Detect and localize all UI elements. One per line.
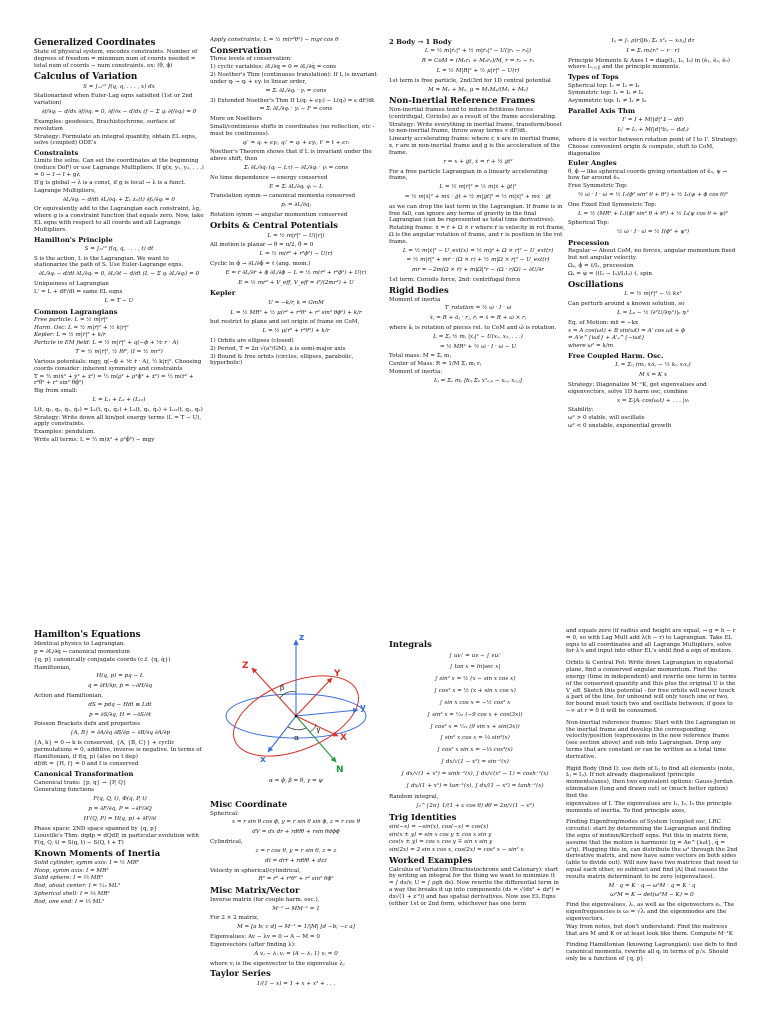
text: Can perturb around a known solution, so — [568, 301, 685, 308]
equation: L = ½ m(ṙ² + r²ϕ̇²) − U(r) — [259, 251, 333, 258]
equation-line: sin(−x) = −sin(x), cos(−x) = cos(x) — [389, 823, 489, 830]
equation: M ẍ = K x — [638, 372, 667, 379]
text: Stationarized when Euler-Lag eqns satisfied (1st or 2nd variation) — [34, 93, 193, 107]
heading-orbits-central-potentials: Orbits & Central Potentials — [210, 219, 338, 230]
heading-two-body: 2 Body → 1 Body — [389, 38, 452, 46]
label-z: z — [299, 633, 305, 643]
equation: L = ½ MR̈² + ½ μ(ṙ² + r²θ̇² + r² sin² θϕ̇²) + k/r — [230, 309, 362, 316]
equation: Iᵢⱼ = ∫ᵥ ρ(r)[δᵢⱼ Σₖ x²ₖ − xᵢxⱼ] dτ — [611, 38, 695, 44]
text: Regular → About CoM, no forces, angular momentum fixed but not angular velocity. — [568, 248, 736, 262]
top-column-1 — [34, 36, 204, 445]
equation: ⇒ Σᵢ ∂L/∂q̇ᵢ · γᵢ − F = cons — [259, 106, 333, 113]
text: Small/continuous shifts in coordinates (no reflection, etc - must be continuous). — [210, 123, 375, 137]
integral-list — [389, 653, 561, 790]
text: More on Noethers — [210, 116, 262, 123]
text: No time dependence → energy conserved — [210, 174, 328, 181]
equation: ∂f/∂qᵢ − d/dx ∂f/∂q̇ᵢ = 0, ∂f/∂x − d/dx (f − Σ q̇ᵢ ∂f/∂q̇ᵢ) = 0 — [41, 109, 197, 116]
equation-line: Rod, about center: I = ⅟₁₂ ML² — [34, 883, 121, 890]
equation: r = x + g̃t, ẋ = ṙ + ½ g̃t² — [443, 158, 513, 165]
equation: T = ½ m|ṙ|², ½ Iθ̇², (I = ½ mr²) — [75, 349, 163, 356]
text: Translation symm → canonical momenta conserved — [210, 193, 356, 200]
text: Stability: — [568, 407, 594, 414]
equation: qᵢ' = qᵢ + ϵγᵢ, qᵢ' = qᵢ + ϵγᵢ, t' = t + ϵτᵢ — [242, 139, 350, 146]
text: For 2 × 2 matrix, — [210, 915, 259, 922]
heading-free-coupled-osc: Free Coupled Harm. Osc. — [568, 351, 664, 360]
page-gap — [0, 585, 768, 622]
text: Poisson Brackets defn and properties — [34, 721, 141, 728]
equation: T_rotation = ½ ω̃ · I · ω̃ — [444, 305, 512, 312]
equation: ∫₀^{2π} 1/(1 + ϵ cos θ) dθ = 2π/√(1 − ϵ²) — [415, 803, 535, 810]
bottom-column-2 — [210, 628, 382, 991]
text: Phase space: 2ND space spanned by {q, p} — [34, 825, 158, 832]
axis-y — [296, 710, 358, 716]
text: as we can drop the last term in the Lagrangian. If frame is in free fall, can ignore any terms of gravity in the final Lagrangian (can be represented as total time derivatives). — [389, 203, 563, 224]
top-column-2 — [210, 36, 382, 368]
text: Rigid Body (find I): use defn of Iᵢⱼ to find all elements (note, Iᵢⱼ = Iⱼᵢ). If not already diagonalized (principle moments/axes), then two equivalent options: Gauss-Jordan elimination (long and drawn out) or (much better option) find the — [566, 765, 735, 799]
text: Examples: geodesics, Brachistochrone, surface of revolution — [34, 118, 176, 132]
equation: ω²M = K → det(ω²M − K) = 0 — [610, 892, 694, 899]
equation: dV = dx dr + rdθθ̂ + rsin θdϕϕ̂ — [252, 829, 340, 836]
label-y: y — [360, 703, 366, 713]
label-beta: β — [280, 683, 285, 692]
text: 2) Noether's Thm (continuous translation): If L is invariant under qᵢ → qᵢ + ϵγᵢ to linear order, — [210, 72, 377, 85]
equation: L = Σⱼ ½ mⱼ |ẋⱼ|² − U(x₁, x₂, . . .) — [433, 333, 523, 340]
integral: ∫ cos² x = ½ (x + sin x cos x) — [434, 688, 516, 695]
text: θ, ϕ → like spherical coords giving orientation of ê₃, ψ → how far around ê₃. — [568, 168, 728, 182]
text: T = ½ m(ẋ² + ẏ² + ż²) = ½ m(ρ̇² + ρ²ϕ̇² + ż²) = ½ m(ṙ² + r²θ̇² + r² sin² θϕ̇²) — [34, 373, 194, 387]
equation-line: Spherical shell: I = ⅔ MR² — [34, 890, 110, 897]
heading-hamiltons-principle: Hamilton's Principle — [34, 235, 113, 244]
heading-calculus-of-variation: Calculus of Variation — [34, 71, 138, 82]
text: One Fixed End Symmetric Top: — [568, 201, 657, 208]
text: Moment of inertia — [389, 296, 441, 303]
text: Total mass: M = Σⱼ mⱼ — [389, 353, 451, 360]
arc-alpha — [288, 727, 306, 730]
heading-misc-matrix: Misc Matrix/Vector — [210, 885, 300, 896]
text: Write all terms: L = ½ m(ẋ² + ρ²ϕ̇²) − mgy — [34, 437, 155, 443]
text: Rotation symm → angular momentum conserved — [210, 212, 348, 219]
text: ω² > 0 stable, will oscillate — [568, 415, 645, 422]
heading-trig-identities: Trig Identities — [389, 812, 457, 823]
axis-Y — [296, 678, 332, 716]
equation: ⇒ Σᵢ ∂L/∂q̇ᵢ · γᵢ = cons — [265, 87, 327, 94]
text: Finding Hamiltonian (knowing Lagrangian): use defn to find canonical momenta, rewrite all qⱼ in terms of pⱼ's. Should only be a function of {q, p} — [566, 942, 738, 962]
equation: L = Σᵢⱼ (mᵢⱼ ẋᵢẋⱼ − ½ kᵢⱼ xᵢxⱼ) — [615, 362, 691, 369]
heading-constraints: Constraints — [34, 149, 79, 158]
text: State of physical system, encodes constraints. Number of degrees of freedom = minimum num of coords needed = total num of coords − num constraints. ex: (θ, ϕ) — [34, 49, 198, 69]
equation-line: Particle in EM field: L = ½ m|ṙ|² + q(−ϕ + ⅟c ṙ · A) — [34, 340, 179, 347]
text: Asymmetric top: I₁ ≠ I₂ ≠ I₃ — [568, 98, 647, 105]
equation-line: Apply constraints: L = ½ m(r²θ̇²) − mgℓ cos θ — [210, 37, 339, 43]
text: Generating functions — [34, 787, 94, 794]
equation-line: Free particle: L = ½ m|ṙ|² — [34, 316, 108, 323]
equation: H'(Q, P) = H(q, p) + ∂F/∂t — [83, 815, 157, 822]
equation: E = Σᵢ ∂L/∂q̇ᵢ q̇ᵢ − L — [269, 183, 323, 190]
euler-angles-diagram — [210, 628, 382, 798]
equation: pⱼ = ∂L/∂q̇ⱼ — [281, 202, 311, 209]
text: {A, k} = 0 → k is conserved, {A, {B, C}} + cyclic permutations = 0, additive, inverse is negative. In terms of Hamiltonian, if f(q, p) (also no t dep) — [34, 740, 202, 760]
text: Principle Moments & Axes I = diag(I₁, I₂, I₃) in (ê₁, ê₂, ê₃) where Iₓ,ᵧ,𝓏 and the principle moments. — [568, 57, 730, 71]
text: where ãⱼ is rotation of pieces rel. to CoM and ω̃ is rotation. — [389, 324, 557, 331]
text: Three levels of conservation: — [210, 56, 292, 63]
text: but restrict to plane and set origin of frame on CoM, — [210, 319, 360, 326]
text: Noether's Theorem shows that if L is invariant under the above shift, then — [210, 149, 372, 163]
text: Big from small: — [34, 388, 78, 395]
equation: L = ½ M|Ṙ|² + ½ μ|ṙ|² − U(r) — [436, 67, 520, 74]
integral: ∫ sin² x = ½ (x − sin x cos x) — [434, 676, 516, 683]
text: Inverse matrix (for couple harm. osc.), — [210, 896, 320, 903]
text: If g is global → λ is a const, if g is local → λ is a funct. — [34, 179, 186, 186]
equation-line: Solid cylinder, symm axis: I = ½ MR² — [34, 859, 140, 866]
label-alpha: α — [294, 733, 300, 742]
bottom-page — [0, 622, 768, 1024]
equation: L = ½ m|ṙ|² = ½ m|ẋ + g̃t|² — [439, 184, 517, 191]
equation: = ½ m|ṙ|² + mṙ · (Ω × r) + ½ m|Ω × r|² − U_ext(r) — [406, 257, 550, 264]
heading-taylor-series: Taylor Series — [210, 968, 271, 979]
text: where vⱼ is the eigenvector to the eigenvalue λⱼ — [210, 960, 345, 967]
equation: z = r cos θ, y = r sin θ, z = z — [255, 847, 337, 854]
integral: ∫ cos³ x = ⅟₁₂ (9 sin x + sin(3x)) — [430, 723, 520, 730]
text: For a free particle Lagrangian in a linearly accelerating frame, — [389, 168, 548, 182]
label-Y: Y — [334, 669, 341, 679]
equation: x = Σᵢ|Aᵢ cos(ωᵢt) + . . . |vᵢ — [616, 397, 690, 404]
equation: U = −k/r, k = GmM — [268, 299, 324, 306]
heading-precession: Precession — [568, 239, 610, 248]
bottom-column-4 — [566, 628, 738, 964]
label-Z: Z — [242, 661, 249, 671]
top-column-3 — [389, 36, 567, 388]
equation: L = ½ μ(ṙ² + r²θ̇²) + k/r — [262, 328, 330, 335]
integral: ∫ dx/√(1 − x²) = sin⁻¹(x) — [441, 758, 509, 765]
text: 2) Period, T = 2π √(a³/GM), a is semi-major axis — [210, 345, 346, 352]
heading-rigid-bodies: Rigid Bodies — [389, 284, 449, 295]
text: Non-inertial frames tend to induce fictitious forces (centrifugal, Coriolis) as a result of the frame accelerating. — [389, 107, 557, 120]
text: Center of Mass: R = 1/M Σⱼ mⱼ rⱼ — [389, 361, 482, 368]
heading-parallel-axis: Parallel Axis Thm — [568, 106, 636, 115]
equation: = ½ MṘ² + ½ ω̃ · I · ω̃ − U — [439, 343, 517, 350]
text: Random integral, — [389, 794, 439, 801]
text: Or equivalently add to the Lagrangian each constraint, λg, where g is a constraint function that equals zero. Now, take EL eqns with respect to all coords and all Lagrange Multipliers. — [34, 206, 204, 233]
text: Lagrange Multipliers, — [34, 187, 96, 194]
line-of-nodes — [296, 716, 336, 762]
text: Identical physics to Lagrangian. — [34, 641, 126, 648]
equation: {A, B} = ∂A/∂q ∂B/∂p − ∂B/∂q ∂A/∂p — [69, 730, 171, 737]
equation: S = ∫ₓ₁ˣ² f(q, q̇, . . . , x) dx — [83, 83, 155, 90]
text: Spherical Top: — [568, 220, 609, 227]
text: Strategy: Diagonalize M⁻¹K, get eigenvalues and eigenvectors, solve 1D harm osc, combine — [568, 381, 707, 395]
text: eigenvalues of I. The eigenvalues are I₁, I₂, I₃ the principle moments of inertia. To find principle axes, — [566, 800, 732, 814]
equation-line: Solid sphere: I = ⅖ MR² — [34, 875, 103, 882]
label-gamma: γ — [316, 725, 321, 734]
heading-integrals: Integrals — [389, 639, 432, 649]
equation: L = ½ m|ṙ₁|² + ½ m|ṙ₂|² − U(|r₁ − r₂|) — [424, 48, 532, 55]
text: 3) Bound & free orbits (circles, ellipses, parabolic, hyperbolic) — [210, 353, 354, 367]
text: Find the eigenvalues, λᵢ, as well as the eigenvectors eᵢ. The eigenfrequencies is ωᵢ = √λᵢ and the eigenmodes are the eigenvectors. — [566, 902, 735, 922]
text: Way from notes, but don't understand: Find the matrices that are M and K or at least look like them. Compute M⁻¹K — [566, 923, 733, 937]
text: df/dt = {H, f} = 0 and f is conserved — [34, 761, 139, 768]
equation: L = L₀ − ½ (∂²U/∂ηᵢ²)|₀ ηᵢ² — [617, 309, 689, 316]
equation-line: where ω² = k/m — [568, 343, 614, 350]
equation-line: sin(2x) = 2 sin x cos x, cos(2x) = cos² x − sin² x — [389, 847, 524, 854]
text: Rotating frame: ẋ = ṙ + Ω × r where ṙ is velocity in rot frame, Ω is the angular rotation of frame, and r is position in the rot frame. — [389, 225, 565, 245]
text: Free Symmetric Top: — [568, 183, 628, 190]
axis-x — [268, 716, 296, 752]
integral: ∫ sin² x cos x = ⅓ sin³(x) — [440, 735, 510, 742]
text: 1st term is free particle, 2nd/3rd for 1D central potential — [389, 77, 551, 84]
equation: I' = I + M(|d|²𝟙 − dd) — [622, 117, 684, 124]
heading-hamiltons-equations: Hamilton's Equations — [34, 630, 141, 640]
text: Action and Hamiltonian, — [34, 692, 104, 699]
equation: mr̈ = −2m(Ω × ṙ) + m|Ω|²r − (Ω · r)Ω) − ∂U/∂r — [412, 267, 544, 274]
text: Canonical trans: {p, q} → {P, Q} — [34, 779, 127, 786]
text: 1) cyclic variables: ∂L/∂q = 0 ⇒ ∂L/∂q̇ = cons — [210, 64, 337, 71]
heading-canonical-transformation: Canonical Transformation — [34, 770, 134, 779]
equation: F(q, Q, t), Φ(q, P, t) — [93, 796, 147, 803]
text: where d is vector between rotation point of I to I'. Strategy: Choose convenient origin & compute, shift to CoM, diagonalize — [568, 136, 738, 157]
equation: I = Σᵢ mᵢ(rᵢ² − r · r) — [626, 47, 680, 54]
heading-kepler: Kepler — [210, 289, 236, 298]
equation: ∂L/∂qᵢ − d/dt ∂L/∂q̇ᵢ + Σₖ λₖ(t) ∂fₖ/∂qᵢ = 0 — [63, 196, 175, 203]
heading-conservation: Conservation — [210, 44, 272, 55]
text: Linearly accelerating frame: where r, x are in inertial frame, x, r are in non-inertial frame and g is the acceleration of the frame. — [389, 136, 561, 156]
equation: dℓ = drr̂ + rdθθ̂ + dzẑ — [264, 857, 328, 864]
equation: Iᵢⱼ' = Iᵢⱼ + M(|d|²δᵢⱼ − dᵢdⱼ) — [617, 127, 689, 134]
text: All motion is planar → θ = π/2, θ̇ = 0 — [210, 242, 314, 249]
equation: A vⱼ − λⱼ vⱼ = (A − λⱼ 1) vⱼ = 0 — [254, 950, 338, 957]
text: 1st term: Coriolis force, 2nd: centrifugal force — [389, 277, 521, 284]
equation: R = CoM = (M₁r₁ + M₂r₂)/M, r = r₂ − r₁ — [421, 58, 535, 65]
text: Limits the solns. Can set the coordinates at the beginning (reduce DoF) or use Lagrange Multipliers. If g(x, y₁, y₂, . . .) = 0 → f → f + gλ — [34, 158, 204, 179]
text: Hamiltonian, — [34, 664, 71, 671]
euler-angles-svg — [210, 628, 382, 778]
text: Eigenvalues: Av − λv = 0 → A − M = 0 — [210, 934, 320, 941]
equation-line: Kepler: L = ½ m|ṙ|² + k/r — [34, 332, 106, 339]
equation: E = ṙ ∂L/∂ṙ + ϕ̇ ∂L/∂ϕ̇ − L = ½ m(ṙ² + r²ϕ̇²) + U(r) — [225, 269, 367, 276]
equation: dS = pdq − Hdt ≡ Ldt — [88, 701, 152, 708]
heading-misc-coordinate: Misc Coordinate — [210, 799, 288, 809]
equation: 1/(1 − x) = 1 + x + x² + . . . — [256, 980, 336, 987]
heading-common-lagrangians: Common Lagrangians — [34, 307, 118, 316]
equation: M = [a b; c d] → M⁻¹ = 1/|M| [d −b; −c a] — [237, 924, 355, 931]
heading-types-of-tops: Types of Tops — [568, 73, 619, 82]
integral: ∫ dx/√(1 + x²) = sinh⁻¹(x), ∫ dx/√(x² − 1) = cosh⁻¹(x) — [401, 770, 549, 777]
text: Eq. of Motion: mẍ = −kx — [568, 319, 639, 326]
text: p = ∂L/∂q̇ ← canonical momentum — [34, 648, 130, 655]
heading-generalized-coordinates: Generalized Coordinates — [34, 38, 156, 48]
equation: q̇ = ∂H/∂p, ṗ = −∂H/∂q — [87, 683, 153, 690]
text: Liouville's Thm: dqdp = dQdP, in particular evolution with F(q, Q, t) = S(q, t) − S(Q, t + T) — [34, 833, 199, 847]
equation: E = ½ mṙ² + V_eff, V_eff = ℓ²/(2mr²) + U — [238, 279, 354, 286]
equation: ½ ω̃ · I · ω̃ = ½ I(ϕ̇² + ψ̇²) — [616, 229, 690, 236]
text: {q, p} canonically conjugate coords (c.f. {q, q̇}) — [34, 656, 171, 663]
text: Calculus of Variation (Brachistochrone and Catenary): start by writing an integral for the thing we want to minimize (t = ∫ ds/v, U = ∫ ρgh ds). Now rewrite the differential term in a way the breaks it up into components (ds = √(dx² + dz²) = dx√(1 + z'²)) and has spatial derivatives. Now use EL Eqns (either 1st or 2nd form, whichever has one term — [389, 866, 561, 907]
equation: ẋⱼ = Ṙ + ãⱼ · rⱼ, ṙⱼ = ẋ = Ṙ + ω̃ × rⱼ — [429, 315, 527, 322]
integral: ∫ uvᵢ' = uv − ∫ vuᵢ' — [449, 652, 501, 659]
text: L' = L + dF/dt ⇔ same EL eqns — [34, 288, 123, 295]
equation: H(q, p) = pq̇ − L — [96, 673, 144, 680]
text: Strategy: Write down all kin/pot energy terms (L = T − U), apply constraints. — [34, 414, 202, 428]
equation: = ½ m|ẋ|² + mẋ · g̃t + ½ m|g̃t|² = ½ m|ẋ|² + mẋ · g̃t — [404, 193, 552, 200]
text: 3) Extended Noether's Thm If L(qᵢ + ϵγᵢ) − L(qᵢ) = ϵ dF/dt — [210, 97, 375, 104]
text: Examples: pendulum. — [34, 429, 96, 436]
equation: Iᵢⱼ = Σₐ mₐ [δᵢⱼ Σₖ x²ₐ,ₖ − xₐ,ᵢ xₐ,ⱼ] — [434, 377, 522, 384]
heading-oscillations: Oscillations — [568, 278, 624, 289]
text: 1) Orbits are ellipses (closed) — [210, 337, 294, 344]
heading-worked-examples: Worked Examples — [389, 854, 473, 865]
text: Spherical top: I₁ = I₂ = I₃ — [568, 82, 640, 89]
text: Various potentials: mgy, q(−ϕ + ⅟c ṙ · A), ½ k|r|². Choosing coords consider: inherent symmetry and constraints — [34, 358, 202, 372]
text: and equals zero (if radius and height are equal, → g = h − r ⇒ 0, so with Lag Mult add λ(h − r) to Lagrangian. Take EL eqns to all coordinates and all Lagrange Multipliers, solve for λ's and input into other EL's until find a eqn of motion. — [566, 628, 736, 655]
equation: Σᵢ ∂L/∂q̇ᵢ (q̇ᵢ − Lτ) − ∂L/∂q̇ᵢ · γᵢ = cons — [243, 165, 349, 172]
equation-line: cos(x ± y) = cos x cos y ∓ sin x sin y — [389, 839, 493, 846]
equation: M · q̈ = K · q → ω²M · q = K · q — [608, 882, 696, 889]
heading-euler-angles: Euler Angles — [568, 159, 617, 168]
equation: L = T − U — [104, 297, 134, 304]
equation: p = ∂S/∂q, H = −∂S/∂t — [88, 711, 152, 718]
heading-non-inertial-frames: Non-Inertial Reference Frames — [389, 95, 536, 106]
equation: M = M₁ + M₂, μ = M₁M₂/(M₁ + M₂) — [428, 86, 528, 93]
text: Velocity in spherical/cylindrical, — [210, 867, 301, 874]
integral: ∫ cos² x sin x = −⅓ cos³(x) — [437, 747, 513, 754]
text: Spherical: — [210, 810, 239, 817]
equation: M⁻¹ → MM⁻¹ = 1 — [272, 905, 320, 912]
equation: x = r sin θ cos ϕ, y = r sin θ sin ϕ, z = r cos θ — [231, 819, 361, 826]
integral: ∫ dx/(1 + x²) = tan⁻¹(x), ∫ dx/(1 − x²) = tanh⁻¹(x) — [406, 782, 544, 789]
equation: ½ ω̃ · I · ω̃ = ½ I₁(ϕ̇² sin² θ + θ̇²) + ½ I₃(ψ̇ + ϕ̇ cos θ)² — [577, 192, 729, 199]
text: Cyclic in ϕ → ∂L/∂ϕ̇ = ℓ (ang. mom.) — [210, 261, 311, 267]
equation-line: Hoop, symm axis: I = MR² — [34, 867, 109, 874]
equation-line: Rod, one end: I = ⅓ ML² — [34, 898, 105, 905]
text: Uniqueness of Lagrangian — [34, 281, 109, 288]
equation: L = L₁ + L₂ + (L₁₂) — [92, 396, 146, 403]
text: Orbits & Central Pot: Write down Lagrangian in equatorial plane, find a conserved angular momentum. Find the energy (time in independent) and rewrite one term in terms of the conserved quantity and this plus the original U is the V_eff. Sketch this potential - for free orbits will never touch a part of the line, for unbound will only touch one or two, for bound must touch two and oscillate between; if goes to −∞ at r = 0 it will be consumed. — [566, 660, 737, 714]
equation: L = ½ m|ṙ|² − U(|r|) — [267, 232, 325, 239]
text: Strategy: Write everything in inertial frame, transform/boost to non-inertial frame, throw away terms ∝ dF/dt. — [389, 121, 562, 135]
text: Ωₚ, ϕ̇ = ℓ/I₁, precession — [568, 263, 634, 269]
text: ω² < 0 unstable, exponential growth — [568, 422, 672, 429]
integral: ∫ tan x = ln|sec x| — [449, 664, 501, 671]
equation-line: x = A cos(ωt) + B sin(ωt) = A' cos ωt + ϕ — [568, 327, 685, 334]
text: Finding Eigenfreq/modes of System (coupled osc, LRC circuits): start by determining the Lagrangian and finding the eqns of motion/Kirchoff eqns. Put this in matrix form, assume that the motion is harmonic (q = Ae^{iωt}, q̈ = ω²q). Plugging this in, can distribute the ω² through the 2nd derivative matrix, and now have same vectors on both sides (able to divide out). Will now have two matrices that need to equal each other, so subtract and find |A| that causes the results matrix determinant to be zero (eigenvalues). — [566, 819, 738, 880]
label-X: X — [340, 733, 347, 743]
equation: Ṙ² = ṙ² + r²θ̇² + r² sin² θϕ̇² — [258, 876, 334, 883]
top-column-4 — [568, 36, 738, 431]
equation: L = ½ m|ẋ|² − U_ext(x) = ½ m|ṙ + Ω × r|² − U_ext(r) — [402, 247, 554, 254]
origin-dot — [295, 715, 298, 718]
text: Strategy: Formulate an integral quantity, obtain EL eqns, solve (coupled) ODE's — [34, 133, 197, 147]
equation: L = ½ m|ṙ|² − ½ kx² — [624, 291, 682, 298]
text: Eigenvectors (after finding λ): — [210, 941, 296, 948]
equation-line: Harm. Osc: L = ½ m|ṙ|² + ½ k|r|² — [34, 324, 129, 331]
bottom-column-1 — [34, 628, 206, 907]
equation-line: = A'e^{iωt} + A'ₑ^{−iωt} — [568, 335, 645, 342]
diagram-caption: α = ϕ, β = θ, γ = ψ — [269, 778, 323, 784]
heading-known-moments: Known Moments of Inertia — [34, 848, 161, 859]
text: Ωₛ = ψ̇ = ((I₁ − I₃)/I₁I₃) ℓ, spin — [568, 270, 652, 277]
text: L(t, q₁, q₂, q̇₁, q̇₂) = L₁(t, q₁, q̇₁) + L₂(t, q₂, q̇₂) + L₁₂(t, q₁, q₂) — [34, 406, 203, 413]
equation: ∂L/∂qᵢ − d/dt ∂L/∂q̇ᵢ = 0, ∂L/∂t − d/dt (L − Σ q̇ᵢ ∂L/∂q̇ᵢ) = 0 — [38, 271, 200, 278]
equation: p = ∂F/∂q, P = −∂F/∂Q — [88, 806, 152, 813]
label-x: x — [260, 755, 266, 765]
label-N: N — [336, 765, 344, 775]
equation-line: sin(x ± y) = sin x cos y ± cos x sin y — [389, 831, 492, 838]
integral: ∫ sin x cos x = −½ cos² x — [439, 699, 511, 706]
integral: ∫ sin³ x = ⅟₁₂ (−9 cos x + cos(3x)) — [427, 711, 523, 718]
text: Moment of inertia: — [389, 369, 443, 376]
text: Cylindrical, — [210, 839, 243, 846]
equation: S = ∫ₜ₁ᵗ² f(q, q̇, . . . , t) dt — [84, 245, 154, 252]
equation: L = ½ (MR² + I₁)(ϕ̇² sin² θ + θ̇²) + ½ I₃(ψ̇ cos θ + ψ̇)² — [578, 210, 728, 217]
bottom-column-3 — [389, 638, 561, 908]
text: Non-inertial reference frames: Start with the Lagrangian in the inertial frame and develop the corresponding velocity/position (expressions in the new reference frame (see section above) and sub into Lagrangian. Drop any terms that are constant or can be written as a total time derivative. — [566, 719, 736, 760]
text: Symmetric top: I₁ = I₂ ≠ I₃ — [568, 90, 644, 97]
text: S is the action, L is the Lagrangian. We want to stationarize the path of S. Use Euler-Lagrange eqns. — [34, 255, 184, 269]
